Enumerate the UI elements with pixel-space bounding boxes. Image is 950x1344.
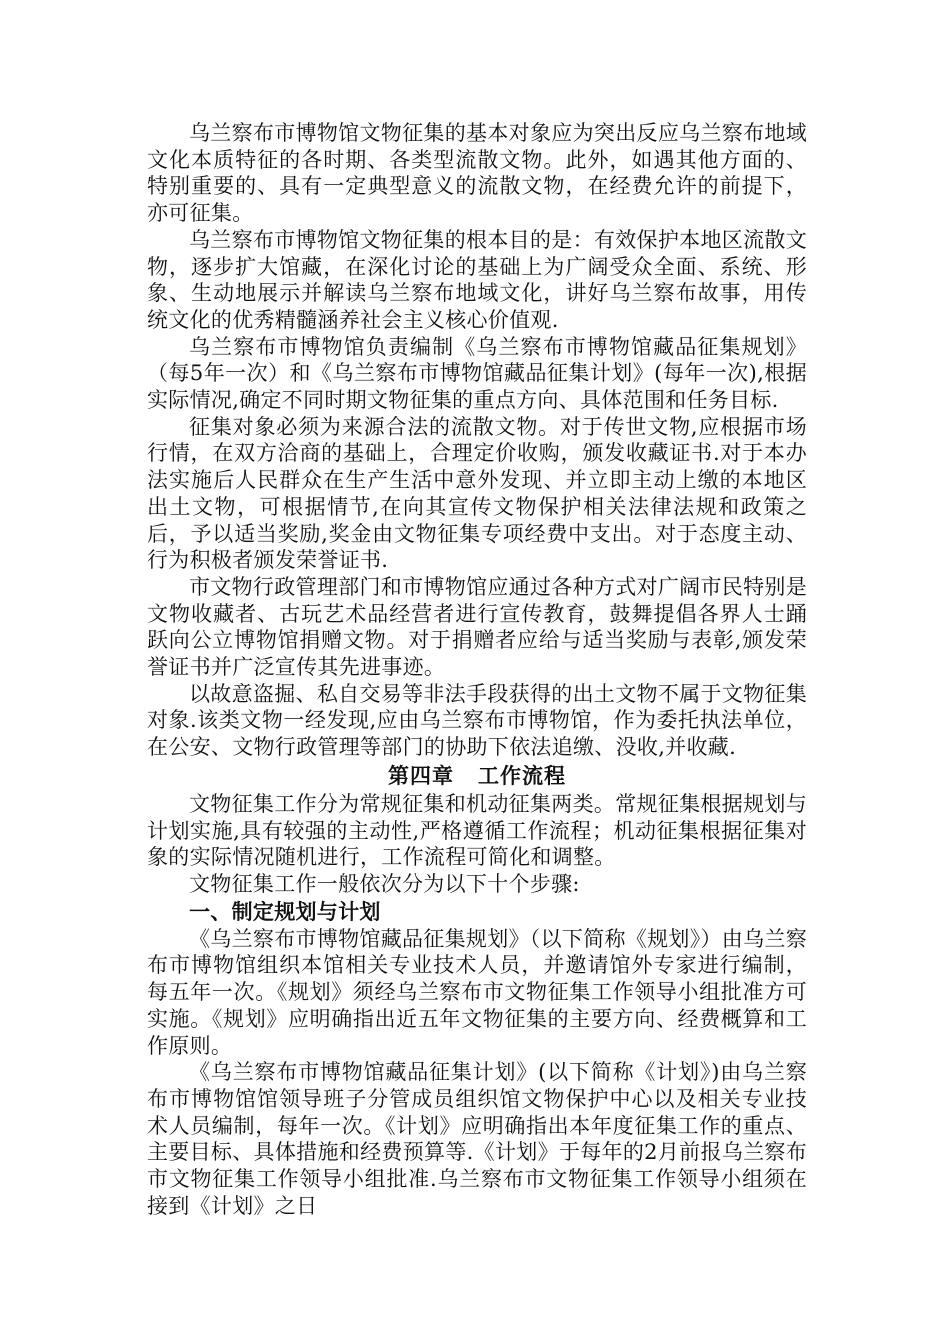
- paragraph-annual-plan: 《乌兰察布市博物馆藏品征集计划》(以下简称《计划》)由乌兰察布市博物馆馆领导班子分管成员组织馆文物保护中心以及相关专业技术人员编制，每年一次。《计划》应明确指出本年度征集工作的重点、主要目标、具体措施和经费预算等.《计划》于每年的2月前报乌兰察布市文物征集工作领导小组批准.乌兰察布市文物征集工作领导小组须在接到《计划》之日: [147, 1060, 807, 1218]
- paragraph-legal-sources: 征集对象必须为来源合法的流散文物。对于传世文物,应根据市场行情，在双方洽商的基础上，合理定价收购，颁发收藏证书.对于本办法实施后人民群众在生产生活中意外发现、并立即主动上缴的本地区出土文物，可根据情节,在向其宣传文物保护相关法律法规和政策之后，予以适当奖励,奖金由文物征集专项经费中支出。对于态度主动、行为积极者颁发荣誉证书.: [147, 414, 807, 573]
- paragraph-collection-purpose: 乌兰察布市博物馆文物征集的根本目的是：有效保护本地区流散文物，逐步扩大馆藏，在深化讨论的基础上为广阔受众全面、系统、形象、生动地展示并解读乌兰察布地域文化，讲好乌兰察布故事，用传统文化的优秀精髓涵养社会主义核心价值观.: [147, 227, 807, 332]
- chapter-heading: [147, 761, 807, 791]
- paragraph-illegal-artifacts: 以故意盗掘、私自交易等非法手段获得的出土文物不属于文物征集对象.该类文物一经发现,应由乌兰察布市博物馆，作为委托执法单位，在公安、文物行政管理等部门的协助下依法追缴、没收,并收藏.: [147, 681, 807, 760]
- paragraph-collection-objects: 乌兰察布市博物馆文物征集的基本对象应为突出反应乌兰察布地域文化本质特征的各时期、各类型流散文物。此外，如遇其他方面的、特别重要的、具有一定典型意义的流散文物，在经费允许的前提下，亦可征集。: [147, 121, 807, 226]
- chapter-title: 工作流程: [478, 763, 566, 788]
- paragraph-collection-types: 文物征集工作分为常规征集和机动征集两类。常规征集根据规划与计划实施,具有较强的主动性,严格遵循工作流程；机动征集根据征集对象的实际情况随机进行，工作流程可简化和调整。: [147, 791, 807, 870]
- paragraph-donation-promotion: 市文物行政管理部门和市博物馆应通过各种方式对广阔市民特别是文物收藏者、古玩艺术品经营者进行宣传教育，鼓舞提倡各界人士踊跃向公立博物馆捐赠文物。对于捐赠者应给与适当奖励与表彰,颁发荣誉证书并广泛宣传其先进事迹。: [147, 574, 807, 680]
- paragraph-ten-steps: 文物征集工作一般依次分为以下十个步骤:: [189, 871, 580, 896]
- paragraph-planning-responsibility: 乌兰察布市博物馆负责编制《乌兰察布市博物馆藏品征集规划》（每5年一次）和《乌兰察布市博物馆藏品征集计划》(每年一次),根据实际情况,确定不同时期文物征集的重点方向、具体范围和任务目标.: [147, 334, 807, 413]
- section-heading: 一、制定规划与计划: [189, 899, 381, 924]
- paragraph-plan-document: 《乌兰察布市博物馆藏品征集规划》（以下简称《规划》）由乌兰察布市博物馆组织本馆相关专业技术人员，并邀请馆外专家进行编制，每五年一次。《规划》须经乌兰察布市文物征集工作领导小组批准方可实施。《规划》应明确指出近五年文物征集的主要方向、经费概算和工作原则。: [147, 926, 807, 1058]
- chapter-number: 第四章: [388, 763, 454, 788]
- document-page: [147, 120, 807, 1219]
